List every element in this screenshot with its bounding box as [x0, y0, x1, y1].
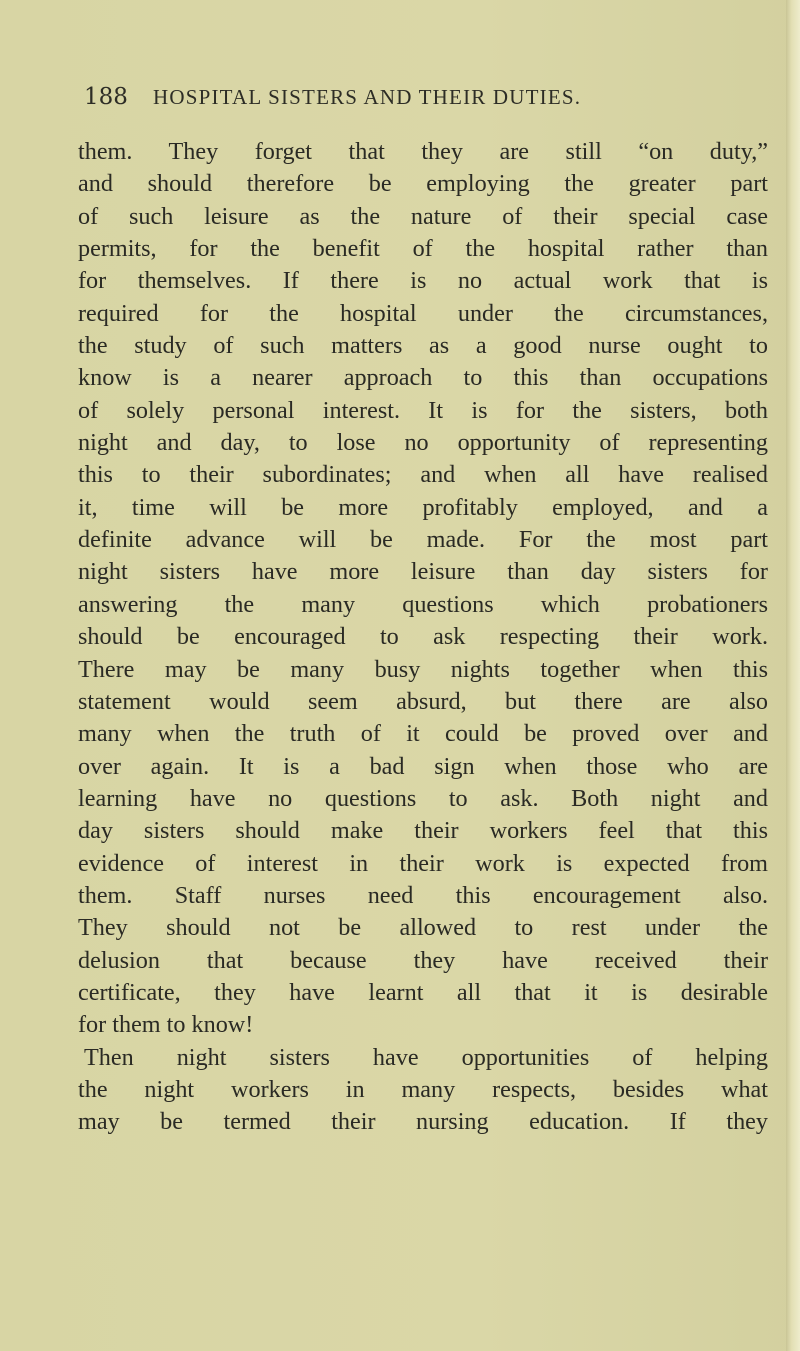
text-line: There may be many busy nights together when this	[78, 655, 768, 683]
text-line: and should therefore be employing the greater part	[78, 170, 768, 198]
text-line: the night workers in many respects, besides what	[78, 1075, 768, 1103]
text-line: of solely personal interest. It is for the sisters, both	[78, 396, 768, 424]
text-line: night sisters have more leisure than day sisters for	[78, 558, 768, 586]
text-line: for themselves. If there is no actual work that is	[78, 267, 768, 295]
text-line: many when the truth of it could be proved over and	[78, 720, 768, 748]
body-text	[78, 136, 768, 1139]
text-line: definite advance will be made. For the most part	[78, 526, 768, 554]
text-line: them. Staff nurses need this encouragement also.	[78, 881, 768, 909]
text-line: it, time will be more profitably employed, and a	[78, 493, 768, 521]
text-line: know is a nearer approach to this than occupations	[78, 364, 768, 392]
text-line: They should not be allowed to rest under the	[78, 914, 768, 942]
page-edge	[786, 0, 800, 1351]
text-line: day sisters should make their workers feel that this	[78, 817, 768, 845]
text-line: certificate, they have learnt all that it is desirable	[78, 978, 768, 1006]
text-line: this to their subordinates; and when all have realised	[78, 461, 768, 489]
text-line: permits, for the benefit of the hospital rather than	[78, 235, 768, 263]
text-line: delusion that because they have received their	[78, 946, 768, 974]
text-line: should be encouraged to ask respecting their work.	[78, 623, 768, 651]
text-line: answering the many questions which probationers	[78, 590, 768, 618]
text-line: may be termed their nursing education. If they	[78, 1108, 768, 1136]
text-line: evidence of interest in their work is expected from	[78, 849, 768, 877]
text-line: night and day, to lose no opportunity of representing	[78, 429, 768, 457]
running-header	[84, 84, 764, 120]
text-line: required for the hospital under the circumstances,	[78, 299, 768, 327]
text-line: statement would seem absurd, but there are also	[78, 687, 768, 715]
running-title: HOSPITAL SISTERS AND THEIR DUTIES.	[153, 85, 582, 109]
text-line: them. They forget that they are still “on duty,”	[78, 138, 768, 165]
text-line: for them to know!	[78, 1011, 254, 1039]
page-number: 188	[84, 84, 128, 110]
text-line: of such leisure as the nature of their special case	[78, 202, 768, 230]
text-line: learning have no questions to ask. Both night and	[78, 784, 768, 812]
text-line: Then night sisters have opportunities of helping	[84, 1043, 768, 1071]
text-line: over again. It is a bad sign when those who are	[78, 752, 768, 780]
text-line: the study of such matters as a good nurse ought to	[78, 332, 768, 360]
